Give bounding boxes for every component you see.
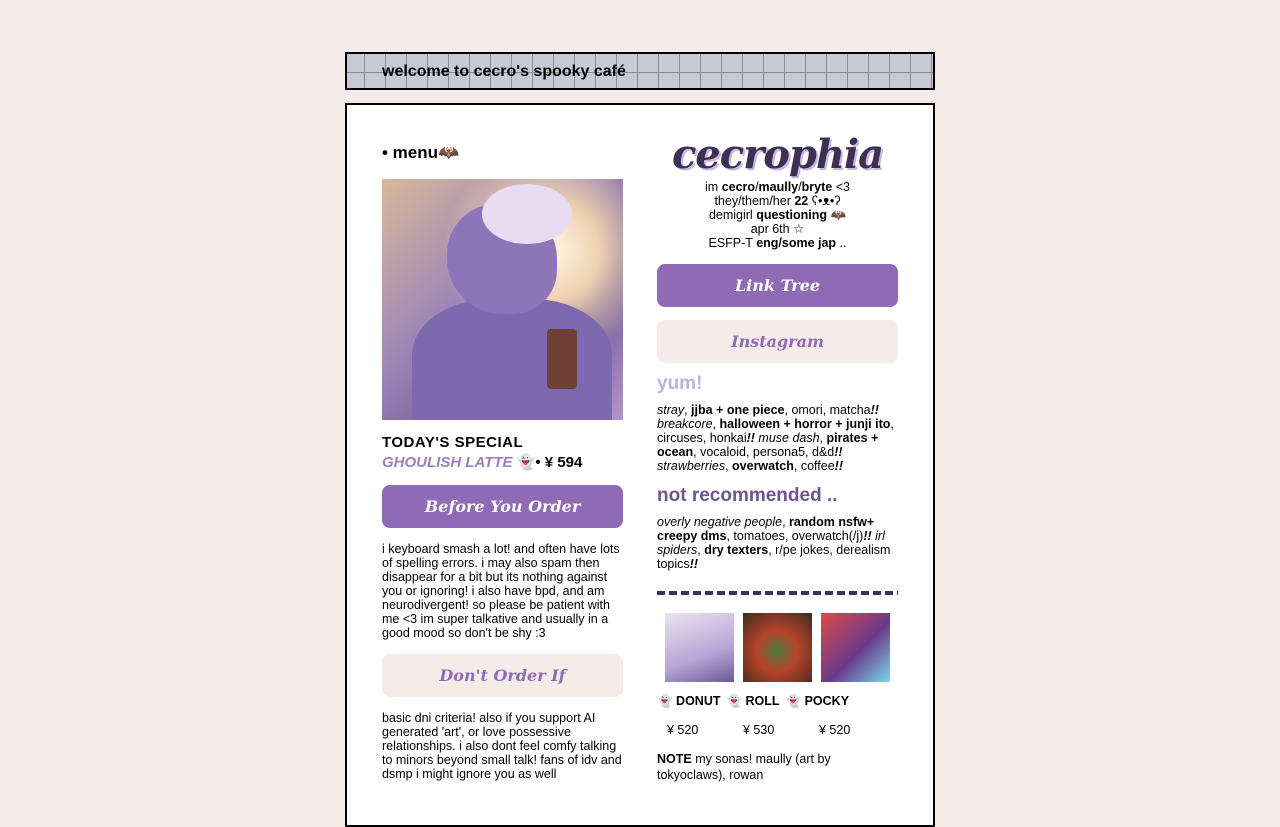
yum-emph: !! [834,459,843,473]
yum-item: pirates + ocean [657,431,879,459]
nr-emph: !! [863,529,872,543]
special-drink: GHOULISH LATTE [382,454,513,471]
note-label: NOTE [657,752,692,766]
profile-card [345,103,935,827]
sona-prices [657,723,898,737]
yum-emph: !! [870,403,879,417]
menu-heading: • menu🦇 [382,143,460,162]
yum-title: yum! [657,373,703,394]
yum-item: muse dash [754,431,820,445]
bio-text: / [798,180,802,194]
sona-roll-image[interactable] [743,613,812,682]
yum-item: overwatch [732,459,794,473]
sona-donut-image[interactable] [665,613,734,682]
bio-text: ʕ•ᴥ•ʔ [808,194,841,208]
bio-line-identity [657,208,898,222]
bio-line-birthday: apr 6th ☆ [750,222,805,236]
bio-text: they/them/her [714,194,795,208]
dashed-divider [657,591,898,595]
bio-text: <3 [832,180,850,194]
logo-title: cecrophia [671,131,884,178]
yum-item: jjba + one piece [691,403,785,417]
bio-line-languages [657,236,898,250]
portrait-cup [547,329,577,389]
portrait-body [412,299,612,420]
not-recommended-title: not recommended .. [657,485,838,506]
yum-sep: , [725,459,733,473]
nr-emph: !! [689,557,698,571]
yum-sep: , [684,403,692,417]
yum-item: , vocaloid, persona5, d&d [693,445,835,459]
character-portrait [382,179,623,420]
bio-bold: cecro [721,180,756,194]
portrait-hair [482,184,572,244]
header-title: welcome to cecro's spooky café [382,63,626,80]
dont-order-text: basic dni criteria! also if you support AI generated 'art', or love possessive relationships. i also dont feel comfy talking to minors beyond small talk! fans of idv and dsmp i might ignore you as well [382,711,622,781]
bio-text: / [755,180,759,194]
special-line [382,453,623,471]
special-price: 👻• ¥ 594 [512,454,583,471]
bio-bold: 22 [794,194,809,208]
yum-item: strawberries [657,459,726,473]
bio-bold: eng/some jap [756,236,837,250]
sona-name-roll: 👻 ROLL [726,694,780,708]
yum-list [657,403,898,473]
bio [657,180,898,250]
instagram-button[interactable]: Instagram [657,320,898,363]
nr-sep: , [697,543,705,557]
yum-item: , circuses, honkai [657,417,894,445]
yum-item: stray [657,403,685,417]
nr-item: dry texters [704,543,769,557]
bio-bold: maully [758,180,799,194]
header-banner [345,52,935,90]
sona-name-donut: 👻 DONUT [657,694,721,708]
sona-price-donut: ¥ 520 [667,723,699,737]
nr-item: overly negative people [657,515,783,529]
bio-line-names [657,180,898,194]
nr-sep: , [782,515,790,529]
yum-item: , omori, matcha [784,403,871,417]
bio-text: demigirl [708,208,757,222]
not-recommended-list [657,515,898,571]
yum-sep: , [712,417,720,431]
yum-emph: !! [834,445,843,459]
note-text: my sonas! maully (art by tokyoclaws), rowan [657,752,831,782]
sona-price-pocky: ¥ 520 [819,723,851,737]
yum-item: , coffee [793,459,835,473]
left-column [382,143,623,781]
bio-text: .. [836,236,847,250]
bio-bold: bryte [801,180,833,194]
sona-name-pocky: 👻 POCKY [785,694,850,708]
yum-sep: , [819,431,827,445]
before-order-text: i keyboard smash a lot! and often have lots of spelling errors. i may also spam then disappear for a bit but its nothing against you or ignoring! i also have bpd, and am neurodivergent! so please be patient with me <3 im super talkative and usually in a good mood so don't be shy :3 [382,542,620,640]
yum-item: halloween + horror + junji ito [719,417,891,431]
link-tree-button[interactable]: Link Tree [657,264,898,307]
bio-text: 🦇 [827,208,847,222]
bio-text: ESFP-T [708,236,757,250]
before-you-order-button[interactable]: Before You Order [382,485,623,528]
nr-item: , r/pe jokes, derealism topics [657,543,891,571]
special-title: TODAY'S SPECIAL [382,434,524,451]
sona-note [657,751,898,783]
dont-order-if-button[interactable]: Don't Order If [382,654,623,697]
sona-names [657,694,898,709]
bio-bold: questioning [756,208,828,222]
nr-item: random nsfw+ creepy dms [657,515,875,543]
yum-emph: !! [746,431,755,445]
nr-item: irl spiders [657,529,885,557]
nr-item: , tomatoes, overwatch(/j) [726,529,864,543]
right-column [657,131,898,783]
sona-gallery [657,613,898,682]
bio-text: im [705,180,722,194]
bio-line-pronouns [657,194,898,208]
sona-price-roll: ¥ 530 [743,723,775,737]
yum-item: breakcore [657,417,713,431]
sona-pocky-image[interactable] [821,613,890,682]
